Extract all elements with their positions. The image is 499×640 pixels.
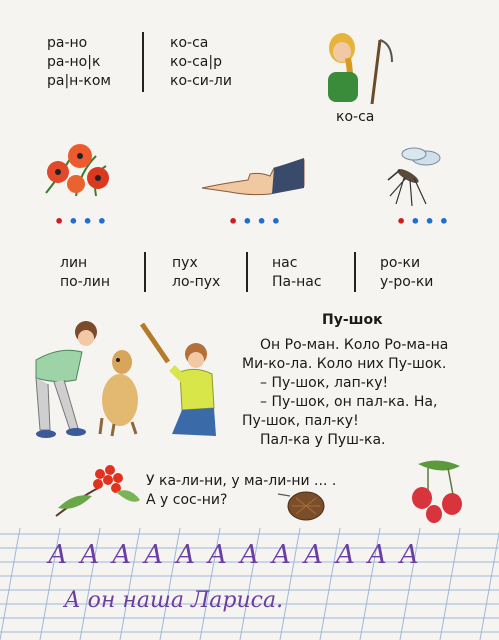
image-caption: ко-са [336,109,375,125]
story-line: – Пу-шок, он пал-ка. На, [260,394,438,410]
word-pair [272,254,322,292]
sound-dots: •••• [396,212,453,231]
word-column-1 [47,34,111,91]
story-title: Пу-шок [322,312,383,328]
word: по-лин [60,274,110,290]
word: лин [60,255,88,271]
word: ко-си-ли [170,73,232,89]
word: ко-са|р [170,54,222,70]
pointing-hand-illustration [200,150,306,198]
word-pair [60,254,110,292]
column-divider [354,252,356,292]
word: ло-пух [172,274,221,290]
story-line: Ми-ко-ла. Коло них Пу-шок. [242,356,447,372]
raspberry-illustration [398,456,478,528]
sound-dots: •••• [54,212,111,231]
word: ра-но [47,35,88,51]
mosquito-illustration [386,140,448,212]
copybook-sentence: А он наша Лариса. [64,588,284,613]
word: пух [172,255,198,271]
poppies-illustration [36,138,116,200]
word-pair [380,254,433,292]
word: ра-но|к [47,54,101,70]
column-divider [144,252,146,292]
word: нас [272,255,298,271]
word: Па-нас [272,274,322,290]
word: ра|н-ком [47,73,111,89]
copybook-letters-row: А А А А А А А А А А А А [48,540,422,570]
word-column-2 [170,34,232,91]
viburnum-illustration [52,456,144,528]
story-line: Пал-ка у Пуш-ка. [260,432,386,448]
scythe-illustration [366,34,396,106]
column-divider [142,32,144,92]
word-pair [172,254,220,292]
story-line: Пу-шок, пал-ку! [242,413,359,429]
boy-with-stick-illustration [136,318,226,442]
word: у-ро-ки [380,274,434,290]
riddle-line: У ка-ли-ни, у ма-ли-ни ... . [146,473,337,489]
column-divider [246,252,248,292]
pine-cone-illustration [276,482,328,526]
word: ро-ки [380,255,421,271]
riddle-line: А у сос-ни? [146,492,228,508]
sound-dots: •••• [228,212,285,231]
word: ко-са [170,35,209,51]
story-line: – Пу-шок, лап-ку! [260,375,389,391]
story-line: Он Ро-ман. Коло Ро-ма-на [260,337,449,353]
story-text [242,336,448,450]
